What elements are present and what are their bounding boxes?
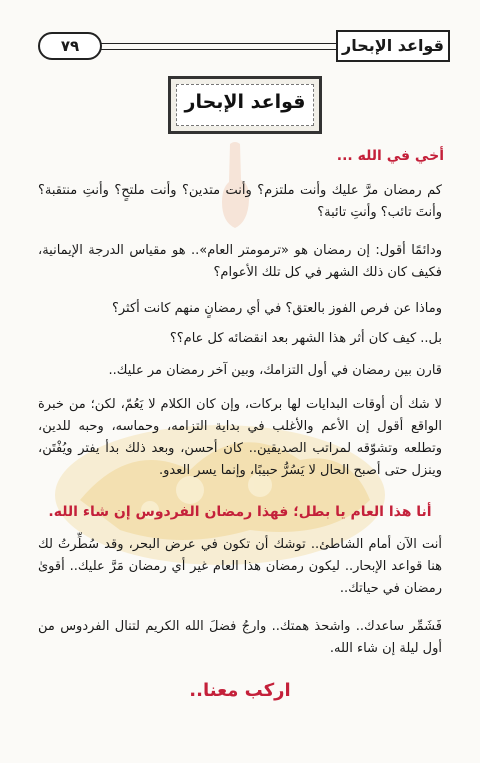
paragraph-text: بل.. كيف كان أثر هذا الشهر بعد انقضائه كل عام؟؟ xyxy=(169,331,442,346)
paragraph xyxy=(38,180,442,224)
paragraph xyxy=(38,616,442,660)
running-title: قواعد الإبحار xyxy=(336,30,450,62)
paragraph-text: قارن بين رمضان في أول التزامك، وبين آخر رمضان مر عليك.. xyxy=(108,363,442,378)
paragraph-text: فَشَمِّر ساعدك.. واشحذ همتك.. وارجُ فضلَ الله الكريم لتنال الفردوس من أول ليلة إن شاء الله. xyxy=(38,619,442,656)
header-rule xyxy=(100,43,338,50)
paragraph-text: ودائمًا أقول: إن رمضان هو «ترمومتر العام».. هو مقياس الدرجة الإيمانية، فكيف كان ذلك الشهر في كل تلك الأعوام؟ xyxy=(38,243,442,280)
chapter-title: قواعد الإبحار xyxy=(176,84,314,126)
paragraph xyxy=(38,394,442,482)
paragraph xyxy=(38,328,442,350)
paragraph-text: وماذا عن فرص الفوز بالعتق؟ في أي رمضانٍ منهم كانت أكثر؟ xyxy=(111,301,442,316)
chapter-title-box xyxy=(168,76,322,134)
highlight-sentence: أنا هذا العام يا بطل؛ فهذا رمضان الفردوس إن شاء الله. xyxy=(48,504,432,520)
page-header xyxy=(30,30,450,60)
paragraph-text: كم رمضان مرَّ عليك وأنت ملتزم؟ وأنت متدين؟ وأنت ملتحٍ؟ وأنتِ منتقبة؟ وأنتَ تائب؟ وأنتِ تائبة؟ xyxy=(38,183,442,220)
page-number: ٧٩ xyxy=(38,32,102,60)
closing-line: اركب معنا.. xyxy=(189,680,291,701)
paragraph xyxy=(38,298,442,320)
paragraph xyxy=(38,240,442,284)
paragraph xyxy=(38,534,442,600)
paragraph-text: لا شك أن أوقات البدايات لها بركات، وإن كان الكلام لا يَعُمّ، لكن؛ من خبرة الواقع أقول إن الأعم والأغلب في بداية التزامه، وحماسه، وحبه للدين، وتطلعه وتشوّقه لمراتب الصديقين.. كان أحسن، وبعد ذلك بدأ يفتر ويُفْتَن، وينزل حتى أصبح الحال لا يَسُرُّ حبيبًا، وإنما يسر العدو. xyxy=(38,397,442,478)
paragraph-text: أنت الآن أمام الشاطئ.. توشك أن تكون في عرض البحر، وقد سُطِّرتُ لك هنا قواعد الإبحار.. ليكون رمضان هذا العام غير أي رمضان مَرَّ عليك.. أقوىٰ رمضان في حياتك.. xyxy=(38,537,442,596)
paragraph xyxy=(38,360,442,382)
greeting: أخي في الله ... xyxy=(336,148,444,164)
